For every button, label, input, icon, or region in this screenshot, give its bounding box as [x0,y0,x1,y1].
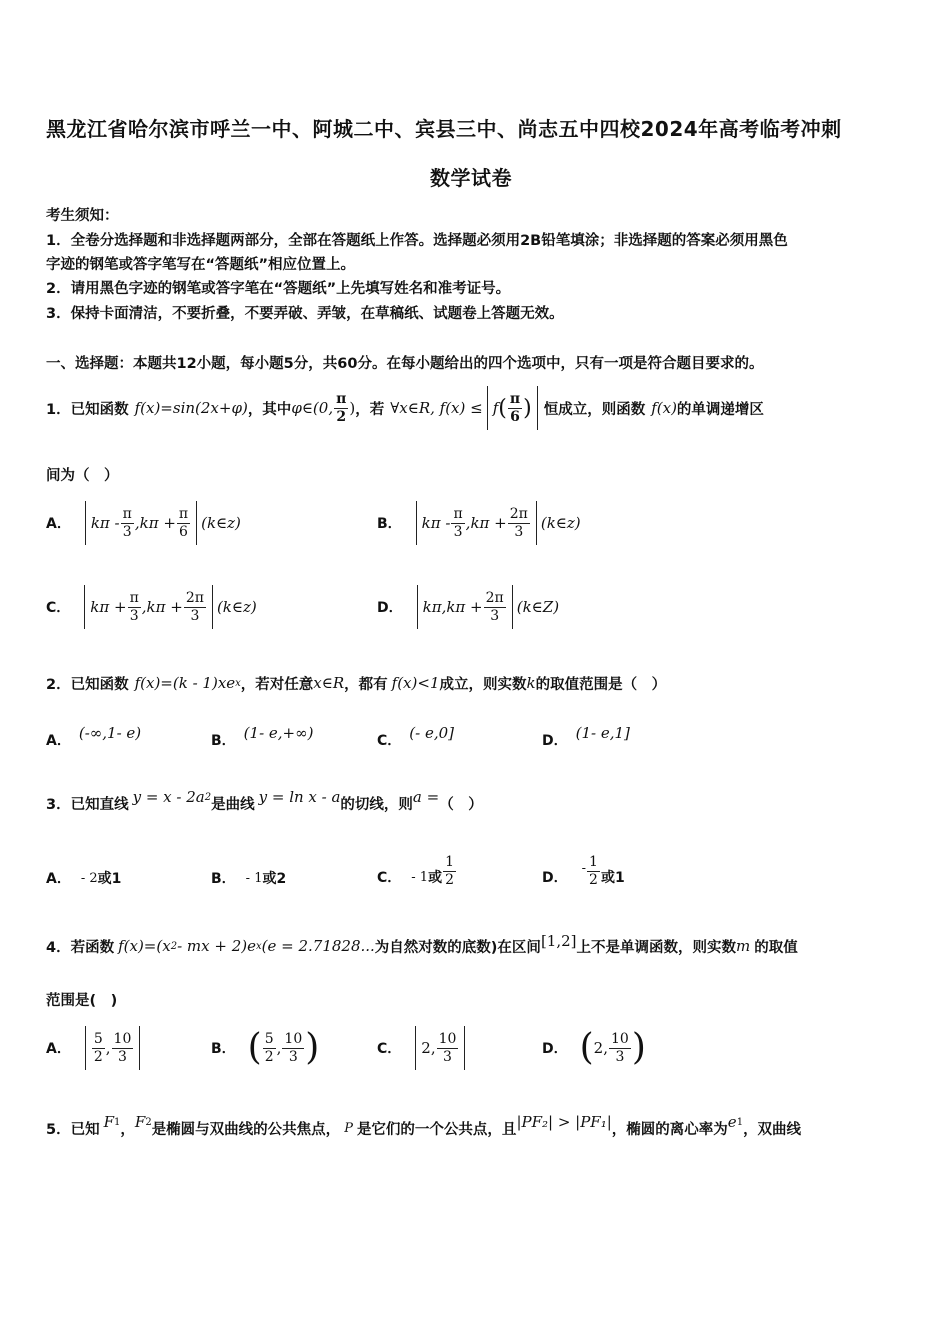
q1-text: ，其中 [247,401,292,418]
q4-text: 范围是( ) [46,993,118,1009]
math: (k∈z) [201,514,241,532]
superscript: 2 [170,940,178,952]
math: ,kπ + [141,598,183,616]
q3-option-b[interactable] [211,858,286,898]
numerator: 1 [589,853,598,870]
math: - [581,860,587,876]
notice-item-1: 1．全卷分选择题和非选择题两部分，全部在答题纸上作答。选择题必须用2B铅笔填涂；非选择题的答案必须用黑色 [46,233,788,249]
fraction [177,506,190,541]
denominator: 3 [615,1048,625,1065]
math: y = ln x - a [258,788,341,806]
question-4 [46,928,798,964]
q2-text: ，都有 [344,676,388,693]
math: - 1 [245,870,263,886]
math: F [103,1113,115,1131]
f-symbol: f [492,399,499,417]
q4-text: 上不是单调函数，则实数 [576,939,736,956]
denominator: 2 [93,1048,103,1065]
question-2 [46,665,666,701]
math: y = x - 2a [132,788,205,806]
q4-option-b[interactable]: B． ( $\frac{5}{2}$ , $\frac{10}{3}$ ) [211,1027,320,1068]
q3-text: 3．已知直线 [46,796,129,813]
q4-function: - mx + 2)e [177,937,256,955]
option-label: A． [46,1041,71,1057]
math: [1,2] [540,932,577,950]
q5-text: 是椭圆与双曲线的公共焦点， [151,1121,341,1138]
option-label: A． [46,516,71,532]
math: 2, [593,1039,608,1057]
math: - 2 [80,870,98,886]
fraction [484,590,506,625]
fraction [128,590,141,625]
denominator: 6 [179,523,188,540]
math: (k∈z) [216,598,257,616]
q1-option-a[interactable] [46,499,241,547]
math: kπ - [421,514,451,532]
section-heading: 一、选择题：本题共12小题，每小题5分，共60分。在每小题给出的四个选项中，只有一项是符合题目要求的。 [46,356,764,372]
q4-text: 4．若函数 [46,939,115,956]
q1-function: f(x)=sin(2x+φ) [134,399,248,417]
option-value: (1- e,1] [575,724,630,742]
q4-function: f(x)=(x [118,937,171,955]
numerator: π [453,505,463,522]
fraction [121,506,134,541]
denominator: 2 [264,1048,274,1065]
math: a = [412,788,440,806]
q2-function: f(x)=(k - 1)xe [134,674,236,692]
math: P [344,1120,353,1136]
option-label: B． [377,516,402,532]
q2-text: ，若对任意 [240,676,314,693]
q2-option-c[interactable] [377,722,454,758]
notice-item-1-cont: 字迹的钢笔或答字笔写在“答题纸”相应位置上。 [46,257,356,273]
numerator: π [509,390,521,407]
notice-item-2: 2．请用黑色字迹的钢笔或答字笔在“答题纸”上先填写姓名和准考证号。 [46,281,511,297]
q1-text: 间为（ ） [46,468,119,484]
numerator: 10 [113,1030,132,1047]
numerator: 2π [485,589,504,606]
math: 2, [421,1039,436,1057]
numerator: 1 [445,853,454,870]
q2-option-a[interactable] [46,722,141,758]
q4-option-c[interactable] [377,1024,465,1072]
math: m [736,937,751,955]
superscript: x [255,940,262,952]
page-title: 黑龙江省哈尔滨市呼兰一中、阿城二中、宾县三中、尚志五中四校2024年高考临考冲刺 [46,117,842,141]
math: ,kπ + [134,514,176,532]
question-5 [46,1110,801,1146]
q1-phi: φ∈(0, [291,399,334,417]
q1-paren: ) [349,399,356,417]
denominator: 3 [129,607,139,624]
q4-option-d[interactable]: D． ( 2, $\frac{10}{3}$ ) [542,1027,646,1068]
superscript: x [235,677,241,689]
math: kπ - [90,514,120,532]
denominator: 2 [589,871,598,888]
q2-text: 的取值范围是（ ） [535,676,667,693]
interval [84,585,213,629]
q2-option-b[interactable] [211,722,313,758]
fraction [184,590,206,625]
numerator: π [129,589,139,606]
option-label: D． [542,733,568,749]
q3-text: （ ） [439,796,483,813]
q3-text: 的切线，则 [340,796,413,813]
q4-text: 为自然对数的底数)在区间 [374,939,541,956]
numerator: 10 [610,1030,629,1047]
q1-condition: ∀x∈R, f(x) ≤ [390,399,483,417]
q1-text: 恒成立，则函数 [543,401,646,418]
math: kπ + [90,598,127,616]
denominator: 3 [443,1048,452,1065]
math: (e = 2.71828... [261,937,375,955]
math: f(x)<1 [391,674,440,692]
q5-text: 5．已知 [46,1121,100,1138]
q4-option-a[interactable] [46,1024,140,1072]
denominator: 3 [288,1048,298,1065]
option-text: 或1 [97,871,122,887]
option-label: B． [211,1041,236,1057]
numerator: 5 [93,1030,103,1047]
fraction [508,506,530,541]
q1-text: ，若 [355,401,385,418]
denominator: 3 [514,523,524,540]
interval: $\frac{5}{2}$ , $\frac{10}{3}$ [85,1026,141,1070]
q1-abs: f ( $\frac{\pi}{6}$ ) [487,386,538,430]
option-label: C． [377,733,402,749]
option-label: D． [542,1041,568,1057]
math: e [727,1113,737,1131]
q2-text: 2．已知函数 [46,676,129,693]
interval [415,1026,465,1070]
math: (k∈z) [540,514,581,532]
numerator: π [336,390,347,407]
q1-function: f(x) [651,399,677,417]
denominator: 2 [336,408,347,425]
q4-text: 的取值 [754,939,798,956]
subscript: 1 [736,1116,744,1128]
q1-fraction [334,391,348,426]
option-label: C． [46,600,71,616]
option-label: C． [377,1041,402,1057]
math: kπ,kπ + [422,598,483,616]
page-subtitle: 数学试卷 [430,166,512,190]
denominator: 2 [445,871,454,888]
interval [85,501,197,545]
notice-heading: 考生须知： [46,208,119,224]
fraction [282,1031,304,1066]
option-text: 或 [428,870,443,886]
denominator: 6 [510,408,520,425]
numerator: 2π [185,589,204,606]
denominator: 3 [122,523,132,540]
option-label: B． [211,871,236,887]
numerator: 5 [264,1030,274,1047]
math: ,kπ + [465,514,507,532]
numerator: 10 [284,1030,303,1047]
interval [416,501,537,545]
fraction [263,1031,276,1066]
denominator: 3 [118,1048,127,1065]
q1-option-c[interactable] [46,583,257,631]
q2-option-d[interactable] [542,722,630,758]
option-label: A． [46,871,71,887]
subscript: 2 [145,1116,152,1128]
option-value: (-∞,1- e) [78,724,142,742]
numerator: 2π [509,505,528,522]
notice-item-3: 3．保持卡面清洁，不要折叠，不要弄破、弄皱，在草稿纸、试题卷上答题无效。 [46,306,564,322]
interval [417,585,513,629]
q1-text: 1．已知函数 [46,401,129,418]
numerator: 10 [438,1030,457,1047]
option-text: 或2 [262,871,287,887]
q2-text: 成立，则实数 [439,676,527,693]
q5-text: 是它们的一个公共点，且 [356,1121,517,1138]
option-label: C． [377,870,402,886]
question-1 [46,384,764,432]
fraction [437,1031,459,1066]
option-label: A． [46,733,71,749]
denominator: 3 [190,607,200,624]
question-3 [46,785,483,821]
q1-fraction [508,391,522,426]
option-text: 或1 [600,870,625,886]
q1-text: 的单调递增区 [676,401,764,418]
option-value: (1- e,+∞) [243,724,314,742]
fraction [609,1031,631,1066]
math: x∈R [313,674,345,692]
denominator: 3 [453,523,463,540]
fraction [443,854,456,889]
q3-option-c[interactable] [377,845,457,897]
q3-option-a[interactable] [46,858,121,898]
math: F [134,1113,146,1131]
q5-text: ，双曲线 [743,1121,802,1138]
subscript: 1 [114,1116,121,1128]
numerator: π [178,505,189,522]
q3-text: 是曲线 [211,796,255,813]
q1-option-d[interactable] [377,583,559,631]
q5-text: ，椭圆的离心率为 [611,1121,728,1138]
math: k [526,674,536,692]
fraction [587,854,600,889]
fraction [112,1031,134,1066]
fraction [451,506,464,541]
math: (k∈Z) [516,598,560,616]
superscript: 2 [204,791,212,803]
option-label: D． [377,600,403,616]
option-label: D． [542,870,568,886]
option-label: B． [211,733,236,749]
numerator: π [122,505,132,522]
math: - 1 [411,869,429,885]
q1-option-b[interactable] [377,499,581,547]
math: |PF₂| > |PF₁| [516,1113,612,1131]
fraction [92,1031,105,1066]
denominator: 3 [490,607,500,624]
q5-text: ， [120,1121,135,1138]
q3-option-d[interactable] [542,845,625,897]
option-value: (- e,0] [409,724,455,742]
